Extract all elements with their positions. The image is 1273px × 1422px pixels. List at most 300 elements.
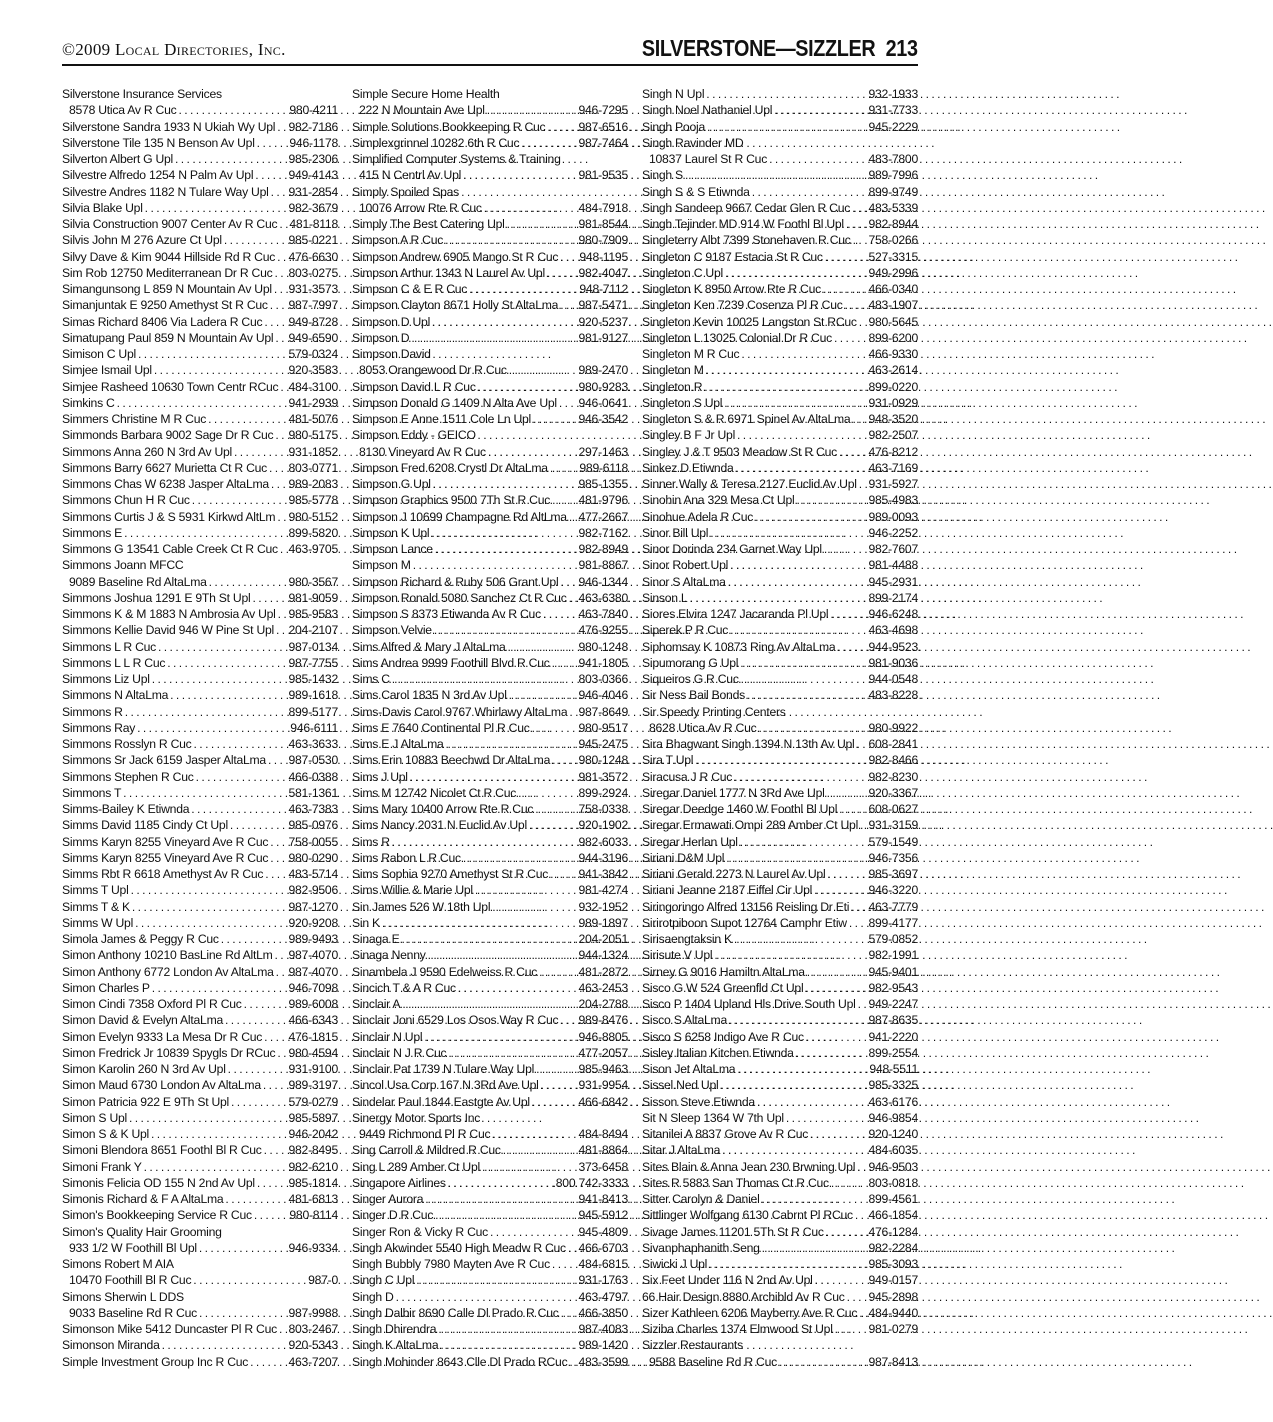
- dot-leader: [432, 314, 576, 330]
- listing-entry: [352, 752, 628, 768]
- listing-name: Singh Dhirendra: [352, 1322, 437, 1336]
- listing-name: Simpson Donald G 1409 N Alta Ave Upl: [352, 395, 557, 410]
- listing-entry: [62, 834, 338, 850]
- dot-leader: [858, 996, 867, 1012]
- phone-number: 985-3093: [868, 1257, 918, 1271]
- listing-name: Simjee Rasheed 10630 Town Centr RCuc: [62, 379, 279, 394]
- listing-name: Simmons Ray: [62, 720, 136, 735]
- phone-number: 982-8949: [578, 542, 628, 556]
- listing-entry: [642, 557, 918, 573]
- dot-leader: [762, 1191, 867, 1207]
- listing-entry: [62, 964, 338, 980]
- phone-number: 946-4046: [578, 688, 628, 703]
- listing-entry: [352, 801, 628, 817]
- phone-number: 982-3679: [288, 200, 338, 215]
- phone-number: 946-7295: [578, 103, 628, 118]
- listing-entry: [62, 655, 338, 671]
- phone-number: 946-7356: [868, 850, 918, 865]
- listing-name: 9449 Richmond Pl R Cuc: [359, 1127, 491, 1141]
- phone-number: 899-4561: [868, 1192, 918, 1206]
- listing-entry: [352, 297, 628, 313]
- dot-leader: [438, 1321, 576, 1337]
- phone-number: 980-1248: [578, 753, 628, 768]
- listing-entry: [62, 622, 338, 638]
- listing-name: Sinner Wally & Teresa 2127 Euclid Av Upl: [642, 477, 857, 491]
- listing-entry: [642, 622, 918, 638]
- phone-number: 476-9255: [578, 623, 628, 638]
- dot-leader: [463, 167, 576, 183]
- phone-number: 920-1902: [578, 818, 628, 833]
- phone-number: 987-7464: [578, 135, 628, 150]
- listing-entry: [62, 1142, 338, 1158]
- listing-name: Simms Karyn 8255 Vineyard Ave R Cuc: [62, 850, 269, 865]
- dot-leader: [264, 1142, 287, 1158]
- listing-entry: [352, 509, 628, 525]
- dot-leader: [231, 1094, 286, 1110]
- dot-leader: [131, 882, 287, 898]
- dot-leader: [276, 622, 286, 638]
- listing-entry: [352, 964, 628, 980]
- phone-number: 944-0548: [868, 672, 918, 686]
- dot-leader: [392, 834, 577, 850]
- listing-entry: [642, 931, 918, 947]
- dot-leader: [560, 1012, 576, 1028]
- listing-entry: [642, 736, 918, 752]
- listing-name: Simmons Anna 260 N 3rd Av Upl: [62, 444, 233, 459]
- listing-entry: [642, 1305, 918, 1321]
- dot-leader: [193, 1272, 306, 1288]
- listing-entry: [642, 915, 918, 931]
- dot-leader: [487, 102, 577, 118]
- listing-entry: [62, 184, 338, 200]
- dot-leader: [509, 362, 577, 378]
- listing-name: 9588 Baseline Rd R Cuc: [649, 1354, 777, 1369]
- dot-leader: [536, 1061, 576, 1077]
- listing-name: Sinclair N J R Cuc: [352, 1045, 447, 1060]
- listing-entry: [642, 1159, 918, 1175]
- listing-name: Simple Solutions Bookkeeping R Cuc: [352, 119, 546, 134]
- listing-entry: [352, 931, 628, 947]
- listing-heading: [352, 151, 628, 167]
- listing-entry: [642, 346, 918, 362]
- phone-number: 463-2614: [868, 363, 918, 378]
- listing-name: Simmons L R Cuc: [62, 639, 156, 654]
- listing-name: Sira T Upl: [642, 753, 694, 768]
- listing-entry: [62, 1191, 338, 1207]
- listing-entry: [352, 1029, 628, 1045]
- dot-leader: [810, 1126, 866, 1142]
- listing-entry: [642, 525, 918, 541]
- phone-number: 989-1897: [578, 915, 628, 930]
- listing-entry: [352, 249, 628, 265]
- phone-number: 477-2057: [578, 1045, 628, 1060]
- phone-number: 944-3196: [578, 850, 628, 865]
- listing-name: Sitar J AltaLma: [642, 1143, 721, 1158]
- listing-entry: [62, 850, 338, 866]
- listing-entry: [352, 639, 628, 655]
- listing-name: Singh S & S Etiwnda: [642, 184, 750, 199]
- phone-number: 484-9440: [868, 1305, 918, 1320]
- phone-number: 985-2306: [288, 152, 338, 166]
- dot-leader: [209, 574, 287, 590]
- phone-number: 989-8476: [578, 1013, 628, 1028]
- listing-name: Sinambela J 9590 Edelweiss R Cuc: [352, 964, 538, 979]
- listing-name: Silvia Construction 9007 Center Av R Cuc: [62, 217, 278, 231]
- dot-leader: [268, 752, 287, 768]
- listing-name: 8053 Orangewood Dr R Cuc: [359, 363, 507, 378]
- listing-entry: [352, 135, 628, 151]
- dot-leader: [849, 915, 867, 931]
- listing-name: Sipumorang G Upl: [642, 655, 739, 670]
- dot-leader: [509, 687, 577, 703]
- listing-name: Simplexgrinnel 10282 6th R Cuc: [352, 135, 520, 150]
- listing-entry: [642, 834, 918, 850]
- listing-name: Sinclair Pat 1739 N Tulare Way Upl: [352, 1062, 535, 1076]
- dot-leader: [796, 1045, 867, 1061]
- listing-name: Sims Sophia 9270 Amethyst St R Cuc: [352, 867, 549, 881]
- dot-leader: [839, 444, 867, 460]
- phone-number: 579-0852: [868, 932, 918, 946]
- phone-number: 980-4211: [289, 103, 338, 118]
- phone-number: 297-1463: [578, 444, 628, 459]
- listing-entry: [642, 687, 918, 703]
- listing-entry: [642, 119, 918, 135]
- phone-number: 204-2051: [578, 932, 628, 946]
- dot-leader: [225, 1012, 286, 1028]
- listing-entry: [352, 1289, 628, 1305]
- listing-heading: [642, 135, 918, 151]
- listing-entry: [62, 606, 338, 622]
- listing-entry: [62, 1305, 338, 1321]
- listing-entry: [352, 330, 628, 346]
- dot-leader: [730, 557, 866, 573]
- phone-number: 981-4488: [868, 558, 918, 573]
- listing-entry: [642, 720, 918, 736]
- dot-leader: [135, 915, 286, 931]
- listing-name: Simpson Andrew 6905 Mango St R Cuc: [352, 249, 559, 264]
- phone-number: 949-2996: [868, 265, 918, 280]
- listing-name: Simpson Richard & Ruby 506 Grant Upl: [352, 574, 559, 589]
- listing-entry: [62, 882, 338, 898]
- listing-name: Simjee Ismail Upl: [62, 363, 152, 378]
- dot-leader: [230, 817, 287, 833]
- listing-name: Simmons Chun H R Cuc: [62, 493, 190, 508]
- listing-column-3: [642, 86, 918, 1370]
- phone-number: 989-0093: [868, 509, 918, 524]
- listing-entry: [642, 1272, 918, 1288]
- dot-leader: [199, 1305, 287, 1321]
- phone-number: 483-3599: [578, 1354, 628, 1369]
- listing-entry: [62, 947, 338, 963]
- dot-leader: [550, 460, 578, 476]
- dot-leader: [276, 964, 287, 980]
- phone-number: 981-0279: [868, 1322, 918, 1336]
- dot-leader: [225, 1191, 286, 1207]
- dot-leader: [547, 119, 576, 135]
- dot-leader: [740, 834, 867, 850]
- listing-entry: [352, 1012, 628, 1028]
- phone-number: 944-1324: [578, 948, 628, 963]
- phone-number: 982-2284: [868, 1240, 918, 1255]
- listing-entry: [62, 1207, 338, 1223]
- dot-leader: [191, 801, 286, 817]
- listing-entry: [352, 460, 628, 476]
- dot-leader: [826, 1224, 867, 1240]
- listing-name: 222 N Mountain Ave Upl: [359, 103, 485, 118]
- listing-entry: [642, 395, 918, 411]
- phone-number: 980-7909: [578, 233, 628, 248]
- dot-leader: [757, 1094, 867, 1110]
- listing-entry: [642, 850, 918, 866]
- listing-entry: [642, 980, 918, 996]
- listing-entry: [642, 1224, 918, 1240]
- listing-entry: [642, 1289, 918, 1305]
- listing-name: Simon David & Evelyn AltaLma: [62, 1013, 223, 1028]
- dot-leader: [277, 249, 286, 265]
- phone-number: 987-7997: [288, 298, 338, 313]
- listing-name: Sims M 12742 Nicolet Ct R Cuc: [352, 785, 517, 800]
- phone-number: 466-6842: [578, 1094, 628, 1109]
- listing-name: Simple Secure Home Health: [352, 87, 500, 101]
- listing-entry: [642, 151, 918, 167]
- listing-name: Simpson Arthur 1343 N Laurel Av Upl: [352, 265, 545, 280]
- phone-number: 931-7733: [868, 103, 918, 118]
- listing-entry: [62, 119, 338, 135]
- listing-entry: [642, 1110, 918, 1126]
- phone-number: 981-9036: [868, 655, 918, 670]
- phone-number: 899-0220: [868, 379, 918, 394]
- phone-number: 483-5714: [288, 867, 338, 881]
- phone-number: 946-9334: [288, 1240, 338, 1255]
- listing-name: Singleton Kevin 10025 Langston St RCuc: [642, 314, 857, 329]
- dot-leader: [446, 736, 577, 752]
- phone-number: 931-9954: [578, 1078, 628, 1093]
- dot-leader: [132, 899, 287, 915]
- listing-entry: [62, 687, 338, 703]
- listing-name: Singh S: [642, 168, 683, 183]
- dot-leader: [779, 1354, 867, 1370]
- listing-entry: [352, 720, 628, 736]
- phone-number: 985-0221: [288, 233, 338, 248]
- dot-leader: [539, 964, 576, 980]
- listing-entry: [642, 866, 918, 882]
- dot-leader: [847, 1289, 867, 1305]
- listing-entry: [62, 1012, 338, 1028]
- phone-number: 945-4809: [578, 1224, 628, 1239]
- dot-leader: [689, 590, 866, 606]
- phone-number: 466-0388: [288, 769, 338, 784]
- phone-number: 932-1952: [578, 899, 628, 914]
- listing-name: Singley J & T 9503 Meadow St R Cuc: [642, 444, 837, 459]
- phone-number: 987-9988: [288, 1305, 338, 1320]
- phone-number: 484-6035: [868, 1143, 918, 1158]
- listing-entry: [352, 167, 628, 183]
- listing-entry: [642, 476, 918, 492]
- dot-leader: [535, 801, 576, 817]
- listing-name: Siregar Herlan Upl: [642, 834, 738, 849]
- dot-leader: [685, 167, 867, 183]
- dot-leader: [726, 850, 866, 866]
- dot-leader: [277, 509, 286, 525]
- listing-name: Singh N Upl: [642, 87, 705, 101]
- phone-number: 481-5076: [288, 412, 338, 426]
- listing-name: 10470 Foothill Bl R Cuc: [69, 1273, 192, 1288]
- phone-number: 987-8649: [578, 704, 628, 719]
- dot-leader: [503, 1142, 577, 1158]
- phone-number: 579-1549: [868, 834, 918, 849]
- phone-number: 758-0266: [868, 233, 918, 248]
- listing-entry: [352, 947, 628, 963]
- listing-name: Simmons Joann MFCC: [62, 558, 184, 573]
- phone-number: 980-1248: [578, 639, 628, 654]
- phone-number: 579-0324: [288, 347, 338, 361]
- phone-number: 987-0134: [288, 639, 338, 654]
- phone-number: 982-4047: [578, 265, 628, 280]
- dot-leader: [124, 525, 286, 541]
- dot-leader: [158, 639, 286, 655]
- listing-entry: [352, 395, 628, 411]
- listing-name: Simison C Upl: [62, 347, 136, 361]
- listing-entry: [642, 639, 918, 655]
- dot-leader: [857, 1159, 866, 1175]
- listing-entry: [642, 232, 918, 248]
- dot-leader: [463, 850, 577, 866]
- dot-leader: [199, 1240, 287, 1256]
- phone-number: 484-7918: [578, 200, 628, 215]
- listing-name: Simmons G 13541 Cable Creek Ct R Cuc: [62, 542, 278, 556]
- listing-entry: [642, 752, 918, 768]
- listing-entry: [642, 460, 918, 476]
- dot-leader: [425, 1191, 576, 1207]
- phone-number: 985-1355: [578, 477, 628, 491]
- listing-name: Simoni Frank Y: [62, 1159, 142, 1174]
- dot-leader: [560, 249, 577, 265]
- listing-entry: [62, 476, 338, 492]
- listing-entry: [352, 1272, 628, 1288]
- phone-number: 920-9208: [288, 915, 338, 930]
- phone-number: 989-1420: [578, 1338, 628, 1353]
- listing-entry: [352, 834, 628, 850]
- listing-entry: [62, 151, 338, 167]
- listing-name: 9089 Baseline Rd AltaLma: [69, 574, 207, 589]
- phone-number: 948-3520: [868, 412, 918, 426]
- dot-leader: [706, 362, 867, 378]
- listing-name: Singleton L 13025 Colonial Dr R Cuc: [642, 330, 832, 345]
- phone-number: 946-0641: [578, 395, 628, 410]
- listing-entry: [352, 492, 628, 508]
- listing-name: Sites R 5883 San Thomas Ct R Cuc: [642, 1175, 829, 1190]
- listing-entry: [62, 395, 338, 411]
- listing-name: Simms T Upl: [62, 883, 129, 898]
- listing-entry: [352, 379, 628, 395]
- listing-entry: [62, 980, 338, 996]
- listing-name: Silvestre Andres 1182 N Tulare Way Upl: [62, 184, 269, 199]
- listing-name: Simmons N AltaLma: [62, 688, 169, 703]
- listing-entry: [642, 769, 918, 785]
- listing-heading: [62, 86, 338, 102]
- listing-name: Simpson D Upl: [352, 314, 431, 329]
- listing-entry: [352, 281, 628, 297]
- listing-name: Simon Evelyn 9333 La Mesa Dr R Cuc: [62, 1029, 263, 1044]
- listing-entry: [642, 574, 918, 590]
- phone-number: 931-1852: [288, 444, 338, 459]
- listing-entry: [642, 801, 918, 817]
- listing-entry: [352, 606, 628, 622]
- dot-leader: [734, 931, 867, 947]
- dot-leader: [529, 817, 577, 833]
- dot-leader: [264, 314, 286, 330]
- dot-leader: [221, 931, 287, 947]
- dot-leader: [234, 444, 286, 460]
- listing-name: Singleterry Albt 7399 Stonehaven R Cuc: [642, 233, 851, 248]
- phone-number: 920-5237: [578, 314, 628, 329]
- listing-name: Siracusa J R Cuc: [642, 769, 733, 784]
- phone-number: 981-9059: [288, 590, 338, 605]
- listing-name: Silverstone Tile 135 N Benson Av Upl: [62, 135, 255, 150]
- listing-name: Sirisaengtaksin K: [642, 932, 732, 946]
- listing-name: Singh C Upl: [352, 1273, 415, 1288]
- phone-number: 946-3542: [578, 412, 628, 426]
- listing-name: Singer Ron & Vicky R Cuc: [352, 1224, 489, 1239]
- listing-name: Simpson C & E R Cuc: [352, 282, 468, 296]
- listing-entry: [62, 1175, 338, 1191]
- phone-number: 949-6590: [288, 330, 338, 345]
- dot-leader: [706, 86, 866, 102]
- phone-number: 946-8805: [578, 1029, 628, 1044]
- listing-name: Sindelar Paul 1844 Eastgte Av Upl: [352, 1094, 530, 1109]
- phone-number: 803-0771: [288, 460, 338, 475]
- listing-name: 8628 Utica Av R Cuc: [649, 720, 757, 735]
- dot-leader: [552, 1256, 577, 1272]
- phone-number: 987-7755: [288, 655, 338, 670]
- phone-number: 948-5511: [869, 1062, 918, 1076]
- listing-name: Singleton C Upl: [642, 265, 723, 280]
- dot-leader: [411, 330, 576, 346]
- listing-name: Sinclair N Upl: [352, 1029, 423, 1044]
- listing-name: Singh Pooja: [642, 119, 705, 134]
- phone-number: 989-6118: [579, 460, 628, 475]
- listing-name: Simmons Kellie David 946 W Pine St Upl: [62, 623, 274, 638]
- dot-leader: [271, 184, 287, 200]
- dot-leader: [194, 736, 287, 752]
- phone-number: 985-9463: [578, 1062, 628, 1076]
- listing-entry: [352, 1207, 628, 1223]
- dot-leader: [762, 1240, 867, 1256]
- listing-entry: [642, 655, 918, 671]
- dot-leader: [837, 639, 866, 655]
- listing-name: Simanjuntak E 9250 Amethyst St R Cuc: [62, 298, 268, 313]
- listing-entry: [352, 541, 628, 557]
- listing-entry: [62, 297, 338, 313]
- phone-number: 989-3197: [288, 1078, 338, 1093]
- listing-entry: [642, 882, 918, 898]
- phone-number: 987-8635: [868, 1013, 918, 1028]
- dot-leader: [859, 1305, 866, 1321]
- dot-leader: [550, 866, 576, 882]
- phone-number: 463-7383: [288, 802, 338, 816]
- phone-number: 477-2667: [578, 509, 628, 524]
- listing-name: Simons Sherwin L DDS: [62, 1289, 184, 1304]
- listing-name: Simmers Christine M R Cuc: [62, 412, 207, 426]
- dot-leader: [806, 1029, 867, 1045]
- listing-name: Simon Patricia 922 E 9Th St Upl: [62, 1094, 230, 1109]
- listing-entry: [62, 330, 338, 346]
- phone-number: 985-0976: [288, 818, 338, 833]
- listing-name: Simpson E Anne 1511 Cole Ln Upl: [352, 412, 532, 426]
- dot-leader: [478, 379, 577, 395]
- phone-number: 608-2841: [868, 737, 918, 751]
- listing-entry: [62, 590, 338, 606]
